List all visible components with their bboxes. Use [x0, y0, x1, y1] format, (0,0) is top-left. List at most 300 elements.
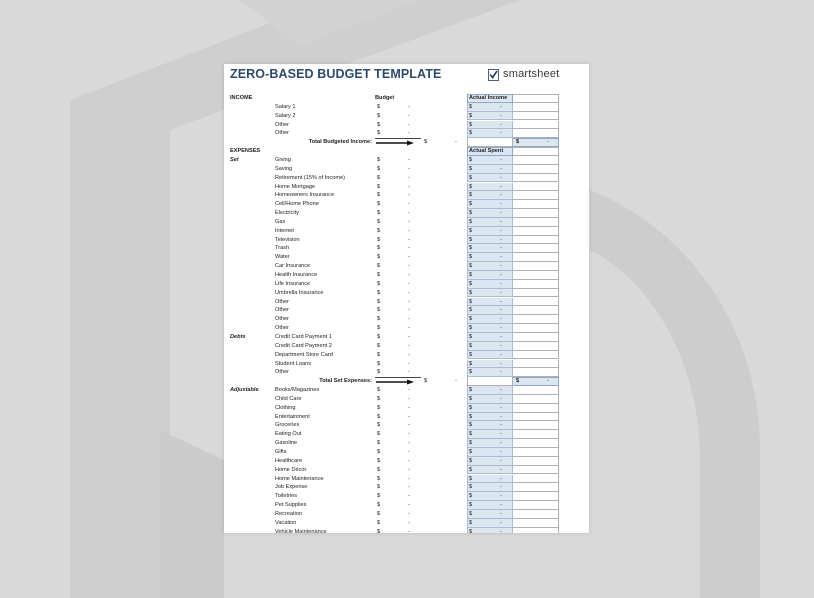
actual-currency: $	[469, 457, 473, 464]
budget-value[interactable]: -	[408, 360, 410, 367]
actual-value[interactable]: -	[500, 210, 502, 217]
budget-value[interactable]: -	[408, 431, 410, 438]
actual-value[interactable]: -	[500, 422, 502, 429]
line-item-label: Home Maintenance	[275, 475, 324, 482]
actual-cell[interactable]	[467, 421, 513, 430]
actual-spent-header: Actual Spent	[469, 148, 504, 155]
budget-currency: $	[377, 325, 381, 332]
notes-cell[interactable]	[513, 209, 559, 218]
actual-value[interactable]: -	[500, 254, 502, 261]
budget-value[interactable]: -	[408, 404, 410, 411]
actual-cell[interactable]	[467, 209, 513, 218]
budget-value[interactable]: -	[408, 502, 410, 509]
actual-cell[interactable]	[467, 448, 513, 457]
budget-currency: $	[377, 192, 381, 199]
line-item-label: Water	[275, 254, 290, 261]
notes-cell[interactable]	[513, 519, 559, 528]
notes-cell[interactable]	[513, 174, 559, 183]
actual-cell[interactable]	[467, 112, 513, 121]
budget-currency: $	[377, 298, 381, 305]
actual-currency: $	[469, 103, 473, 110]
actual-value[interactable]: -	[500, 289, 502, 296]
line-item-label: Salary 2	[275, 112, 296, 119]
actual-cell[interactable]	[467, 519, 513, 528]
notes-cell[interactable]	[513, 298, 559, 307]
notes-cell[interactable]	[513, 271, 559, 280]
budget-value[interactable]: -	[408, 342, 410, 349]
budget-currency: $	[377, 201, 381, 208]
actual-currency: $	[469, 475, 473, 482]
actual-cell[interactable]	[467, 306, 513, 315]
total-arrow-icon	[375, 378, 415, 386]
budget-currency: $	[377, 236, 381, 243]
actual-currency: $	[469, 174, 473, 181]
total-label: Total Set Expenses:	[319, 378, 372, 385]
actual-income-notes-header	[513, 94, 559, 103]
line-item-label: Recreation	[275, 510, 303, 517]
actual-currency: $	[469, 404, 473, 411]
actual-value[interactable]: -	[500, 342, 502, 349]
line-item-label: Salary 1	[275, 103, 296, 110]
notes-cell[interactable]	[513, 121, 559, 130]
actual-currency: $	[469, 254, 473, 261]
actual-value[interactable]: -	[500, 440, 502, 447]
actual-currency: $	[469, 210, 473, 217]
notes-cell[interactable]	[513, 112, 559, 121]
actual-value[interactable]: -	[500, 298, 502, 305]
total-actual-currency: $	[516, 378, 520, 385]
budget-value[interactable]: -	[408, 510, 410, 517]
actual-cell[interactable]	[467, 165, 513, 174]
budget-currency: $	[377, 404, 381, 411]
notes-cell[interactable]	[513, 129, 559, 138]
actual-value[interactable]: -	[500, 528, 502, 533]
notes-cell[interactable]	[513, 368, 559, 377]
actual-cell[interactable]	[467, 183, 513, 192]
budget-column-header: Budget	[375, 95, 395, 101]
budget-currency: $	[377, 440, 381, 447]
actual-cell[interactable]	[467, 315, 513, 324]
actual-cell[interactable]	[467, 351, 513, 360]
budget-currency: $	[377, 351, 381, 358]
actual-value[interactable]: -	[500, 218, 502, 225]
budget-currency: $	[377, 121, 381, 128]
notes-cell[interactable]	[513, 191, 559, 200]
actual-currency: $	[469, 369, 473, 376]
line-item-label: Books/Magazines	[275, 387, 320, 394]
budget-value[interactable]: -	[408, 218, 410, 225]
budget-currency: $	[377, 183, 381, 190]
notes-cell[interactable]	[513, 227, 559, 236]
actual-currency: $	[469, 245, 473, 252]
actual-cell[interactable]	[467, 492, 513, 501]
actual-currency: $	[469, 316, 473, 323]
line-item-label: Home Décor	[275, 466, 307, 473]
notes-cell[interactable]	[513, 395, 559, 404]
line-item-label: Giving	[275, 156, 291, 163]
line-item-label: Clothing	[275, 404, 296, 411]
actual-value[interactable]: -	[500, 174, 502, 181]
actual-currency: $	[469, 519, 473, 526]
notes-cell[interactable]	[513, 253, 559, 262]
budget-value[interactable]: -	[408, 519, 410, 526]
actual-currency: $	[469, 236, 473, 243]
actual-value[interactable]: -	[500, 369, 502, 376]
budget-value[interactable]: -	[408, 466, 410, 473]
line-item-label: Department Store Card	[275, 351, 333, 358]
line-item-label: Electricity	[275, 210, 299, 217]
total-actual-value: -	[547, 139, 549, 146]
actual-cell[interactable]	[467, 236, 513, 245]
actual-currency: $	[469, 112, 473, 119]
actual-cell[interactable]	[467, 129, 513, 138]
actual-currency: $	[469, 218, 473, 225]
actual-cell[interactable]	[467, 333, 513, 342]
actual-currency: $	[469, 431, 473, 438]
notes-cell[interactable]	[513, 404, 559, 413]
budget-value[interactable]: -	[408, 280, 410, 287]
actual-currency: $	[469, 289, 473, 296]
actual-cell[interactable]	[467, 200, 513, 209]
notes-cell[interactable]	[513, 528, 559, 533]
notes-cell[interactable]	[513, 510, 559, 519]
budget-value[interactable]: -	[408, 457, 410, 464]
actual-cell[interactable]	[467, 156, 513, 165]
actual-value[interactable]: -	[500, 112, 502, 119]
line-item-label: Gasoline	[275, 440, 298, 447]
notes-cell[interactable]	[513, 351, 559, 360]
actual-currency: $	[469, 130, 473, 137]
total-value: -	[455, 378, 457, 385]
line-item-label: Television	[275, 236, 300, 243]
actual-value[interactable]: -	[500, 457, 502, 464]
actual-value[interactable]: -	[500, 316, 502, 323]
actual-cell[interactable]	[467, 501, 513, 510]
actual-currency: $	[469, 307, 473, 314]
budget-value[interactable]: -	[408, 395, 410, 402]
actual-value[interactable]: -	[500, 245, 502, 252]
notes-cell[interactable]	[513, 448, 559, 457]
actual-value[interactable]: -	[500, 431, 502, 438]
budget-value[interactable]: -	[408, 307, 410, 314]
actual-cell[interactable]	[467, 404, 513, 413]
actual-value[interactable]: -	[500, 201, 502, 208]
budget-value[interactable]: -	[408, 245, 410, 252]
actual-value[interactable]: -	[500, 360, 502, 367]
notes-cell[interactable]	[513, 466, 559, 475]
budget-value[interactable]: -	[408, 272, 410, 278]
budget-value[interactable]: -	[408, 103, 410, 110]
actual-currency: $	[469, 466, 473, 473]
budget-value[interactable]: -	[408, 484, 410, 491]
budget-currency: $	[377, 112, 381, 119]
budget-value[interactable]: -	[408, 227, 410, 234]
notes-cell[interactable]	[513, 280, 559, 289]
notes-cell[interactable]	[513, 262, 559, 271]
total-actual-currency: $	[516, 139, 520, 146]
notes-cell[interactable]	[513, 483, 559, 492]
actual-cell[interactable]	[467, 395, 513, 404]
actual-cell[interactable]	[467, 342, 513, 351]
actual-value[interactable]: -	[500, 236, 502, 243]
notes-cell[interactable]	[513, 306, 559, 315]
actual-value[interactable]: -	[500, 121, 502, 128]
actual-cell[interactable]	[467, 262, 513, 271]
actual-cell[interactable]	[467, 466, 513, 475]
budget-value[interactable]: -	[408, 201, 410, 208]
budget-value[interactable]: -	[408, 210, 410, 217]
actual-value[interactable]: -	[500, 103, 502, 110]
actual-value[interactable]: -	[500, 165, 502, 172]
notes-cell[interactable]	[513, 333, 559, 342]
budget-currency: $	[377, 484, 381, 491]
actual-income-header: Actual Income	[469, 95, 508, 101]
actual-value[interactable]: -	[500, 183, 502, 190]
actual-cell[interactable]	[467, 244, 513, 253]
notes-cell[interactable]	[513, 244, 559, 253]
notes-cell[interactable]	[513, 236, 559, 245]
notes-cell[interactable]	[513, 430, 559, 439]
actual-cell[interactable]	[467, 368, 513, 377]
actual-currency: $	[469, 227, 473, 234]
budget-currency: $	[377, 457, 381, 464]
budget-value[interactable]: -	[408, 263, 410, 270]
actual-cell[interactable]	[467, 439, 513, 448]
budget-value[interactable]: -	[408, 156, 410, 163]
line-item-label: Other	[275, 298, 289, 305]
budget-currency: $	[377, 210, 381, 217]
budget-value[interactable]: -	[408, 289, 410, 296]
notes-cell[interactable]	[513, 386, 559, 395]
actual-cell[interactable]	[467, 324, 513, 333]
actual-cell[interactable]	[467, 253, 513, 262]
actual-cell[interactable]	[467, 360, 513, 369]
actual-spent-notes-header	[513, 147, 559, 156]
notes-cell[interactable]	[513, 421, 559, 430]
budget-value[interactable]: -	[408, 493, 410, 500]
budget-currency: $	[377, 227, 381, 234]
notes-cell[interactable]	[513, 475, 559, 484]
actual-cell[interactable]	[467, 174, 513, 183]
actual-cell[interactable]	[467, 289, 513, 298]
budget-value[interactable]: -	[408, 413, 410, 420]
notes-cell[interactable]	[513, 103, 559, 112]
line-item-label: Car Insurance	[275, 263, 311, 270]
actual-value[interactable]: -	[500, 333, 502, 340]
actual-cell[interactable]	[467, 483, 513, 492]
budget-currency: $	[377, 431, 381, 438]
notes-cell[interactable]	[513, 324, 559, 333]
total-actual-blank	[467, 138, 513, 147]
line-item-label: Life Insurance	[275, 280, 311, 287]
actual-value[interactable]: -	[500, 227, 502, 234]
actual-cell[interactable]	[467, 475, 513, 484]
budget-currency: $	[377, 316, 381, 323]
budget-value[interactable]: -	[408, 174, 410, 181]
notes-cell[interactable]	[513, 360, 559, 369]
line-item-label: Cell/Home Phone	[275, 201, 319, 208]
budget-value[interactable]: -	[408, 130, 410, 137]
budget-currency: $	[377, 475, 381, 482]
budget-value[interactable]: -	[408, 192, 410, 199]
actual-value[interactable]: -	[500, 466, 502, 473]
budget-value[interactable]: -	[408, 254, 410, 261]
actual-cell[interactable]	[467, 121, 513, 130]
smartsheet-logo: smartsheet	[503, 68, 560, 80]
actual-currency: $	[469, 272, 473, 278]
actual-cell[interactable]	[467, 227, 513, 236]
budget-currency: $	[377, 387, 381, 394]
actual-value[interactable]: -	[500, 502, 502, 509]
budget-value[interactable]: -	[408, 351, 410, 358]
total-actual-blank	[467, 377, 513, 386]
actual-cell[interactable]	[467, 457, 513, 466]
actual-value[interactable]: -	[500, 413, 502, 420]
budget-currency: $	[377, 156, 381, 163]
notes-cell[interactable]	[513, 342, 559, 351]
actual-cell[interactable]	[467, 103, 513, 112]
line-item-label: Other	[275, 369, 289, 376]
budget-value[interactable]: -	[408, 528, 410, 533]
budget-value[interactable]: -	[408, 298, 410, 305]
budget-value[interactable]: -	[408, 236, 410, 243]
line-item-label: Entertainment	[275, 413, 310, 420]
budget-value[interactable]: -	[408, 475, 410, 482]
line-item-label: Internet	[275, 227, 294, 234]
actual-currency: $	[469, 121, 473, 128]
actual-currency: $	[469, 493, 473, 500]
notes-cell[interactable]	[513, 165, 559, 174]
actual-cell[interactable]	[467, 528, 513, 533]
actual-cell[interactable]	[467, 271, 513, 280]
actual-value[interactable]: -	[500, 475, 502, 482]
smartsheet-check-icon	[488, 69, 499, 81]
budget-value[interactable]: -	[408, 387, 410, 394]
total-actual-value: -	[547, 378, 549, 385]
actual-cell[interactable]	[467, 298, 513, 307]
total-currency: $	[424, 378, 428, 385]
line-item-label: Other	[275, 130, 289, 137]
budget-currency: $	[377, 333, 381, 340]
actual-value[interactable]: -	[500, 404, 502, 411]
actual-value[interactable]: -	[500, 387, 502, 394]
actual-currency: $	[469, 201, 473, 208]
notes-cell[interactable]	[513, 492, 559, 501]
actual-value[interactable]: -	[500, 484, 502, 491]
notes-cell[interactable]	[513, 501, 559, 510]
line-item-label: Homeowners Insurance	[275, 192, 335, 199]
total-arrow-icon	[375, 139, 415, 147]
actual-value[interactable]: -	[500, 192, 502, 199]
actual-cell[interactable]	[467, 386, 513, 395]
budget-value[interactable]: -	[408, 440, 410, 447]
actual-value[interactable]: -	[500, 307, 502, 314]
notes-cell[interactable]	[513, 413, 559, 422]
actual-cell[interactable]	[467, 191, 513, 200]
actual-currency: $	[469, 156, 473, 163]
budget-currency: $	[377, 254, 381, 261]
actual-cell[interactable]	[467, 280, 513, 289]
actual-value[interactable]: -	[500, 325, 502, 332]
notes-cell[interactable]	[513, 315, 559, 324]
actual-value[interactable]: -	[500, 280, 502, 287]
budget-currency: $	[377, 449, 381, 455]
notes-cell[interactable]	[513, 183, 559, 192]
actual-cell[interactable]	[467, 430, 513, 439]
budget-currency: $	[377, 519, 381, 526]
actual-value[interactable]: -	[500, 519, 502, 526]
notes-cell[interactable]	[513, 439, 559, 448]
actual-value[interactable]: -	[500, 449, 502, 455]
actual-value[interactable]: -	[500, 272, 502, 278]
budget-currency: $	[377, 466, 381, 473]
budget-value[interactable]: -	[408, 369, 410, 376]
line-item-label: Other	[275, 325, 289, 332]
actual-value[interactable]: -	[500, 156, 502, 163]
budget-currency: $	[377, 245, 381, 252]
actual-value[interactable]: -	[500, 351, 502, 358]
budget-sheet	[224, 64, 589, 533]
budget-currency: $	[377, 165, 381, 172]
adjustable-group-label: Adjustable	[230, 387, 259, 394]
budget-value[interactable]: -	[408, 165, 410, 172]
line-item-label: Trash	[275, 245, 290, 252]
budget-currency: $	[377, 528, 381, 533]
actual-currency: $	[469, 360, 473, 367]
actual-value[interactable]: -	[500, 510, 502, 517]
notes-cell[interactable]	[513, 156, 559, 165]
actual-currency: $	[469, 263, 473, 270]
line-item-label: Umbrella Insurance	[275, 289, 324, 296]
budget-value[interactable]: -	[408, 333, 410, 340]
budget-value[interactable]: -	[408, 325, 410, 332]
actual-cell[interactable]	[467, 413, 513, 422]
line-item-label: Vehicle Maintenance	[275, 528, 327, 533]
actual-value[interactable]: -	[500, 493, 502, 500]
actual-currency: $	[469, 183, 473, 190]
line-item-label: Health Insurance	[275, 272, 318, 278]
total-actual-cell	[513, 377, 559, 386]
notes-cell[interactable]	[513, 289, 559, 298]
actual-currency: $	[469, 325, 473, 332]
notes-cell[interactable]	[513, 457, 559, 466]
budget-value[interactable]: -	[408, 121, 410, 128]
budget-currency: $	[377, 263, 381, 270]
budget-value[interactable]: -	[408, 422, 410, 429]
actual-cell[interactable]	[467, 218, 513, 227]
actual-value[interactable]: -	[500, 395, 502, 402]
budget-value[interactable]: -	[408, 449, 410, 455]
set-group-label: Set	[230, 156, 239, 163]
notes-cell[interactable]	[513, 200, 559, 209]
total-currency: $	[424, 139, 428, 146]
budget-currency: $	[377, 342, 381, 349]
actual-value[interactable]: -	[500, 130, 502, 137]
budget-currency: $	[377, 369, 381, 376]
actual-currency: $	[469, 440, 473, 447]
budget-value[interactable]: -	[408, 316, 410, 323]
actual-cell[interactable]	[467, 510, 513, 519]
budget-currency: $	[377, 493, 381, 500]
total-label: Total Budgeted Income:	[308, 139, 372, 146]
notes-cell[interactable]	[513, 218, 559, 227]
budget-value[interactable]: -	[408, 183, 410, 190]
actual-value[interactable]: -	[500, 263, 502, 270]
budget-currency: $	[377, 360, 381, 367]
line-item-label: Child Care	[275, 395, 302, 402]
line-item-label: Vacation	[275, 519, 297, 526]
budget-value[interactable]: -	[408, 112, 410, 119]
